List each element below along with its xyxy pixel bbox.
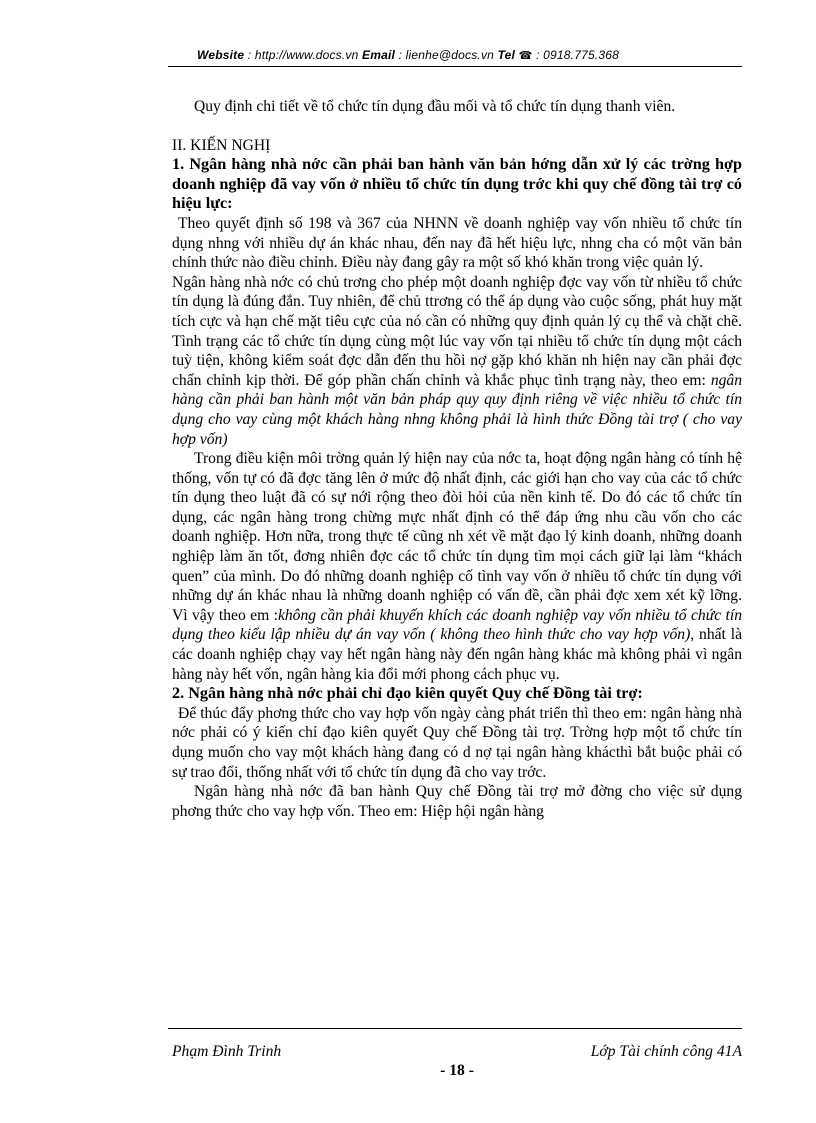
page-number: - 18 - bbox=[440, 1062, 474, 1079]
paragraph-3 bbox=[172, 449, 742, 684]
paragraph-2-italic: ngân hàng cần phải ban hành một văn bản pháp quy quy định riêng về việc nhiều tổ chức tín dụng cho vay cùng một khách hàng nhng không phải là hình thức Đồng tài trợ ( cho vay hợp vốn) bbox=[172, 371, 742, 448]
paragraph-5: Ngân hàng nhà nớc đã ban hành Quy chế Đồng tài trợ mở đờng cho việc sử dụng phơng thức cho vay hợp vốn. Theo em: Hiệp hội ngân hàng bbox=[172, 783, 742, 820]
heading-2: 2. Ngân hàng nhà nớc phải chỉ đạo kiên quyết Quy chế Đồng tài trợ: bbox=[172, 684, 643, 703]
heading-1: 1. Ngân hàng nhà nớc cần phải ban hành văn bản hớng dẫn xử lý các trờng hợp doanh nghiệp đã vay vốn ở nhiều tổ chức tín dụng trớc khi quy chế đồng tài trợ có hiệu lực: bbox=[172, 155, 742, 213]
footer-class: Lớp Tài chính công 41A bbox=[590, 1043, 742, 1060]
paragraph-4: Để thúc đẩy phơng thức cho vay hợp vốn ngày càng phát triển thì theo em: ngân hàng nhà nớc phải có ý kiến chỉ đạo kiên quyết Quy chế Đồng tài trợ. Trờng hợp một tổ chức tín dụng muốn cho vay một khách hàng đang có d nợ tại ngân hàng khácthì bắt buộc phải có sự trao đổi, thống nhất với tổ chức tín dụng đã cho vay trớc. bbox=[172, 704, 742, 781]
section-title: II. KIẾN NGHỊ bbox=[172, 136, 271, 154]
footer-divider bbox=[168, 1028, 742, 1029]
paragraph-3-text: Trong điều kiện môi trờng quản lý hiện nay của nớc ta, hoạt động ngân hàng có tính hệ thống, vốn tự có đã đợc tăng lên ở mức độ nhất định, các giới hạn cho vay của các tổ chức tín dụng theo luật đã có sự nới rộng theo đòi hỏi của nền kinh tế. Do đó các tổ chức tín dụng, các ngân hàng trong chừng mực nhất định có thể đáp ứng nhu cầu vốn cho các doanh nghiệp. Hơn nữa, trong thực tế cũng nh xét về mặt đạo lý kinh doanh, những doanh nghiệp làm ăn tốt, đơng nhiên đợc các tổ chức tín dụng tìm mọi cách giữ lại làm “khách quen” của mình. Do đó những doanh nghiệp cố tình vay vốn ở nhiều tổ chức tín dụng với những dự án khác nhau là những doanh nghiệp có vấn đề, cần phải đợc xem xét kỹ lỡng. Vì vậy theo em : bbox=[172, 450, 742, 624]
page-header bbox=[0, 48, 816, 62]
website-value: : http://www.docs.vn bbox=[247, 48, 359, 62]
phone-icon: ☎ bbox=[518, 50, 533, 62]
paragraph-3-tail: , nhất là các doanh nghiệp chạy vay hết ngân hàng này đến ngân hàng khác mà không phải vì ngân hàng này hết vốn, ngân hàng kia đổi mới phong cách phục vụ. bbox=[172, 626, 742, 683]
paragraph-1: Theo quyết định số 198 và 367 của NHNN về doanh nghiệp vay vốn nhiều tổ chức tín dụng nhng với nhiều dự án khác nhau, đến nay đã hết hiệu lực, nhng cha có một văn bản chính thức nào điều chỉnh. Điều này đang gây ra một số khó khăn trong việc quản lý. bbox=[172, 214, 742, 272]
email-value: : lienhe@docs.vn bbox=[398, 48, 495, 62]
document-body bbox=[172, 97, 742, 821]
tel-value: : 0918.775.368 bbox=[536, 48, 619, 62]
email-label: Email bbox=[362, 48, 396, 62]
tel-label: Tel bbox=[497, 48, 516, 62]
paragraph-2-text: Ngân hàng nhà nớc có chủ trơng cho phép một doanh nghiệp đợc vay vốn từ nhiều tổ chức tín dụng là đúng đắn. Tuy nhiên, để chủ ttrơng có thể áp dụng vào cuộc sống, phát huy mặt tích cực và hạn chế mặt tiêu cực của nó cần có những quy định quản lý cụ thể và chặt chẽ. Tình trạng các tổ chức tín dụng cùng một lúc vay vốn tại nhiều tổ chức tín dụng một cách tuỳ tiện, không kiểm soát đợc dẫn đến thu hồi nợ gặp khó khăn nh hiện nay cần phải đợc chấn chỉnh kịp thời. Để góp phần chấn chỉnh và khắc phục tình trạng này, theo em: bbox=[172, 273, 742, 389]
intro-paragraph: Quy định chi tiết về tổ chức tín dụng đầu mối và tổ chức tín dụng thanh viên. bbox=[194, 98, 676, 115]
spacer bbox=[172, 117, 742, 136]
paragraph-3-italic: không cần phải khuyến khích các doanh nghiệp vay vốn nhiều tổ chức tín dụng theo kiểu lập nhiều dự án vay vốn ( không theo hình thức cho vay hợp vốn) bbox=[172, 606, 742, 644]
footer-author: Phạm Đình Trinh bbox=[172, 1043, 282, 1060]
header-divider bbox=[168, 66, 742, 67]
paragraph-2 bbox=[172, 273, 742, 449]
website-label: Website bbox=[197, 48, 245, 62]
